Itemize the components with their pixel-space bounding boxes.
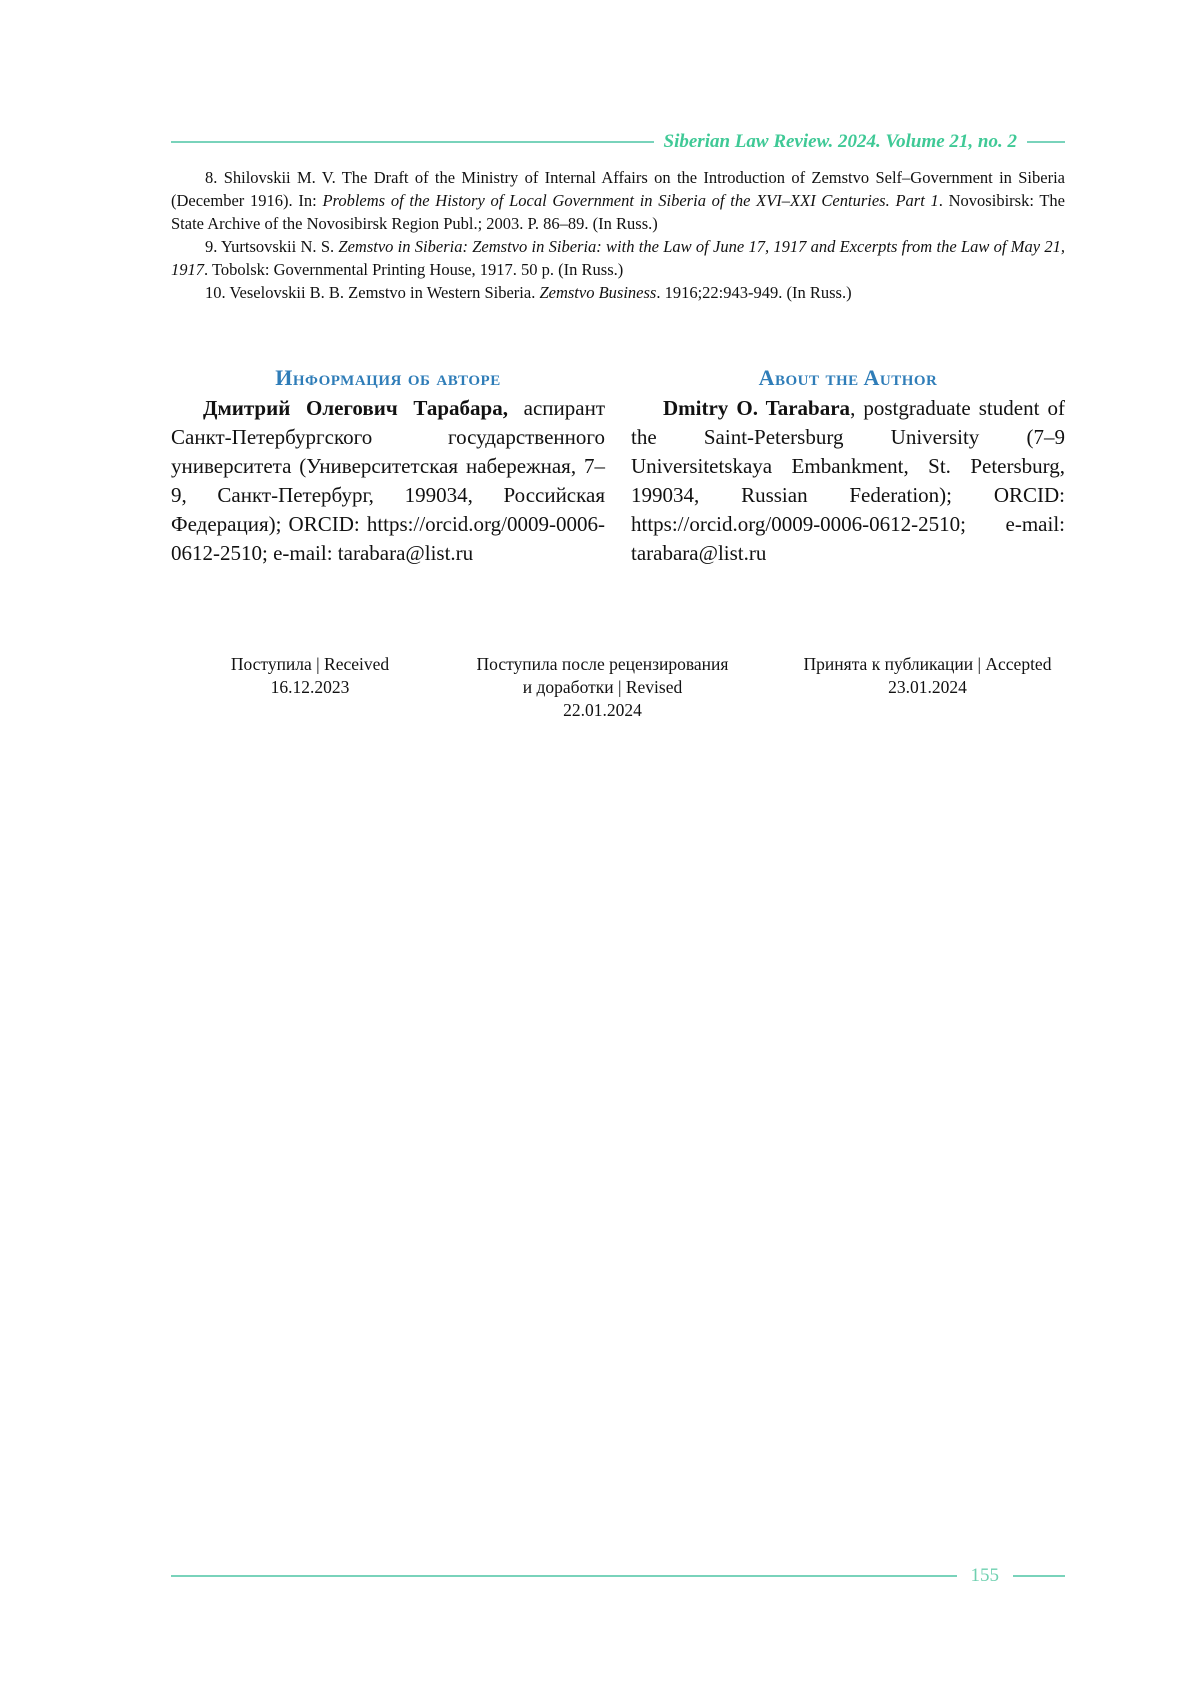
author-info-ru-heading: Информация об авторе (275, 365, 501, 390)
accepted-label: Принята к публикации | Accepted (803, 654, 1052, 674)
footer-rule-right (1013, 1575, 1065, 1577)
received-label: Поступила | Received (230, 654, 390, 674)
reference-item: 10. Veselovskii B. B. Zemstvo in Western Siberia. Zemstvo Business. 1916;22:943-949. (In Russ.) (205, 283, 852, 302)
author-info-ru-text: Дмитрий Олегович Тарабара, аспирант Санкт-Петербургского государственного университета (Университетская набережная, 7–9, Санкт-Петербург, 199034, Российская Федерация); ORCID: https://orcid.org/0009-0006-0612-2510; e-mail: tarabara@list.ru (171, 396, 606, 565)
running-header (171, 129, 1065, 155)
page-footer (171, 1563, 1065, 1589)
author-info-en-heading: About the Author (758, 365, 938, 390)
author-name-ru: Дмитрий Олегович Тарабара, (203, 396, 508, 420)
revised-block (470, 653, 735, 722)
reference-list (171, 166, 1065, 304)
reference-item: 8. Shilovskii M. V. The Draft of the Ministry of Internal Affairs on the Introduction of Zemstvo Self–Government in Siberia (December 1916). In: Problems of the History of Local Government in Siberia of the XVI–XXI Centuries. Part 1. Novosibirsk: The State Archive of the Novosibirsk Region Publ.; 2003. P. 86–89. (In Russ.) (171, 168, 1065, 233)
journal-title: Siberian Law Review. 2024. Volume 21, no. 2 (663, 131, 1017, 152)
revised-date: 22.01.2024 (563, 700, 642, 720)
accepted-date: 23.01.2024 (888, 677, 967, 697)
reference-item: 9. Yurtsovskii N. S. Zemstvo in Siberia: Zemstvo in Siberia: with the Law of June 17, 1917 and Excerpts from the Law of May 21, 1917. Tobolsk: Governmental Printing House, 1917. 50 p. (In Russ.) (171, 237, 1065, 279)
author-info-en-text: Dmitry O. Tarabara, postgraduate student of the Saint-Petersburg University (7–9 Universitetskaya Embankment, St. Petersburg, 199034, Russian Federation); ORCID: https://orcid.org/0009-0006-0612-2510; e-mail: tarabara@list.ru (631, 396, 1065, 565)
author-name-en: Dmitry O. Tarabara (663, 396, 851, 420)
received-block (205, 653, 415, 699)
revised-label-line-1: Поступила после рецензирования (476, 654, 729, 674)
revised-label-line-2: и доработки | Revised (522, 677, 683, 697)
author-info-ru (171, 364, 605, 568)
header-rule-left (171, 141, 654, 143)
footer-rule-left (171, 1575, 957, 1577)
received-date: 16.12.2023 (270, 677, 350, 697)
header-rule-right (1027, 141, 1065, 143)
page-number: 155 (970, 1565, 999, 1586)
author-info-en (631, 364, 1065, 568)
accepted-block (785, 653, 1070, 699)
